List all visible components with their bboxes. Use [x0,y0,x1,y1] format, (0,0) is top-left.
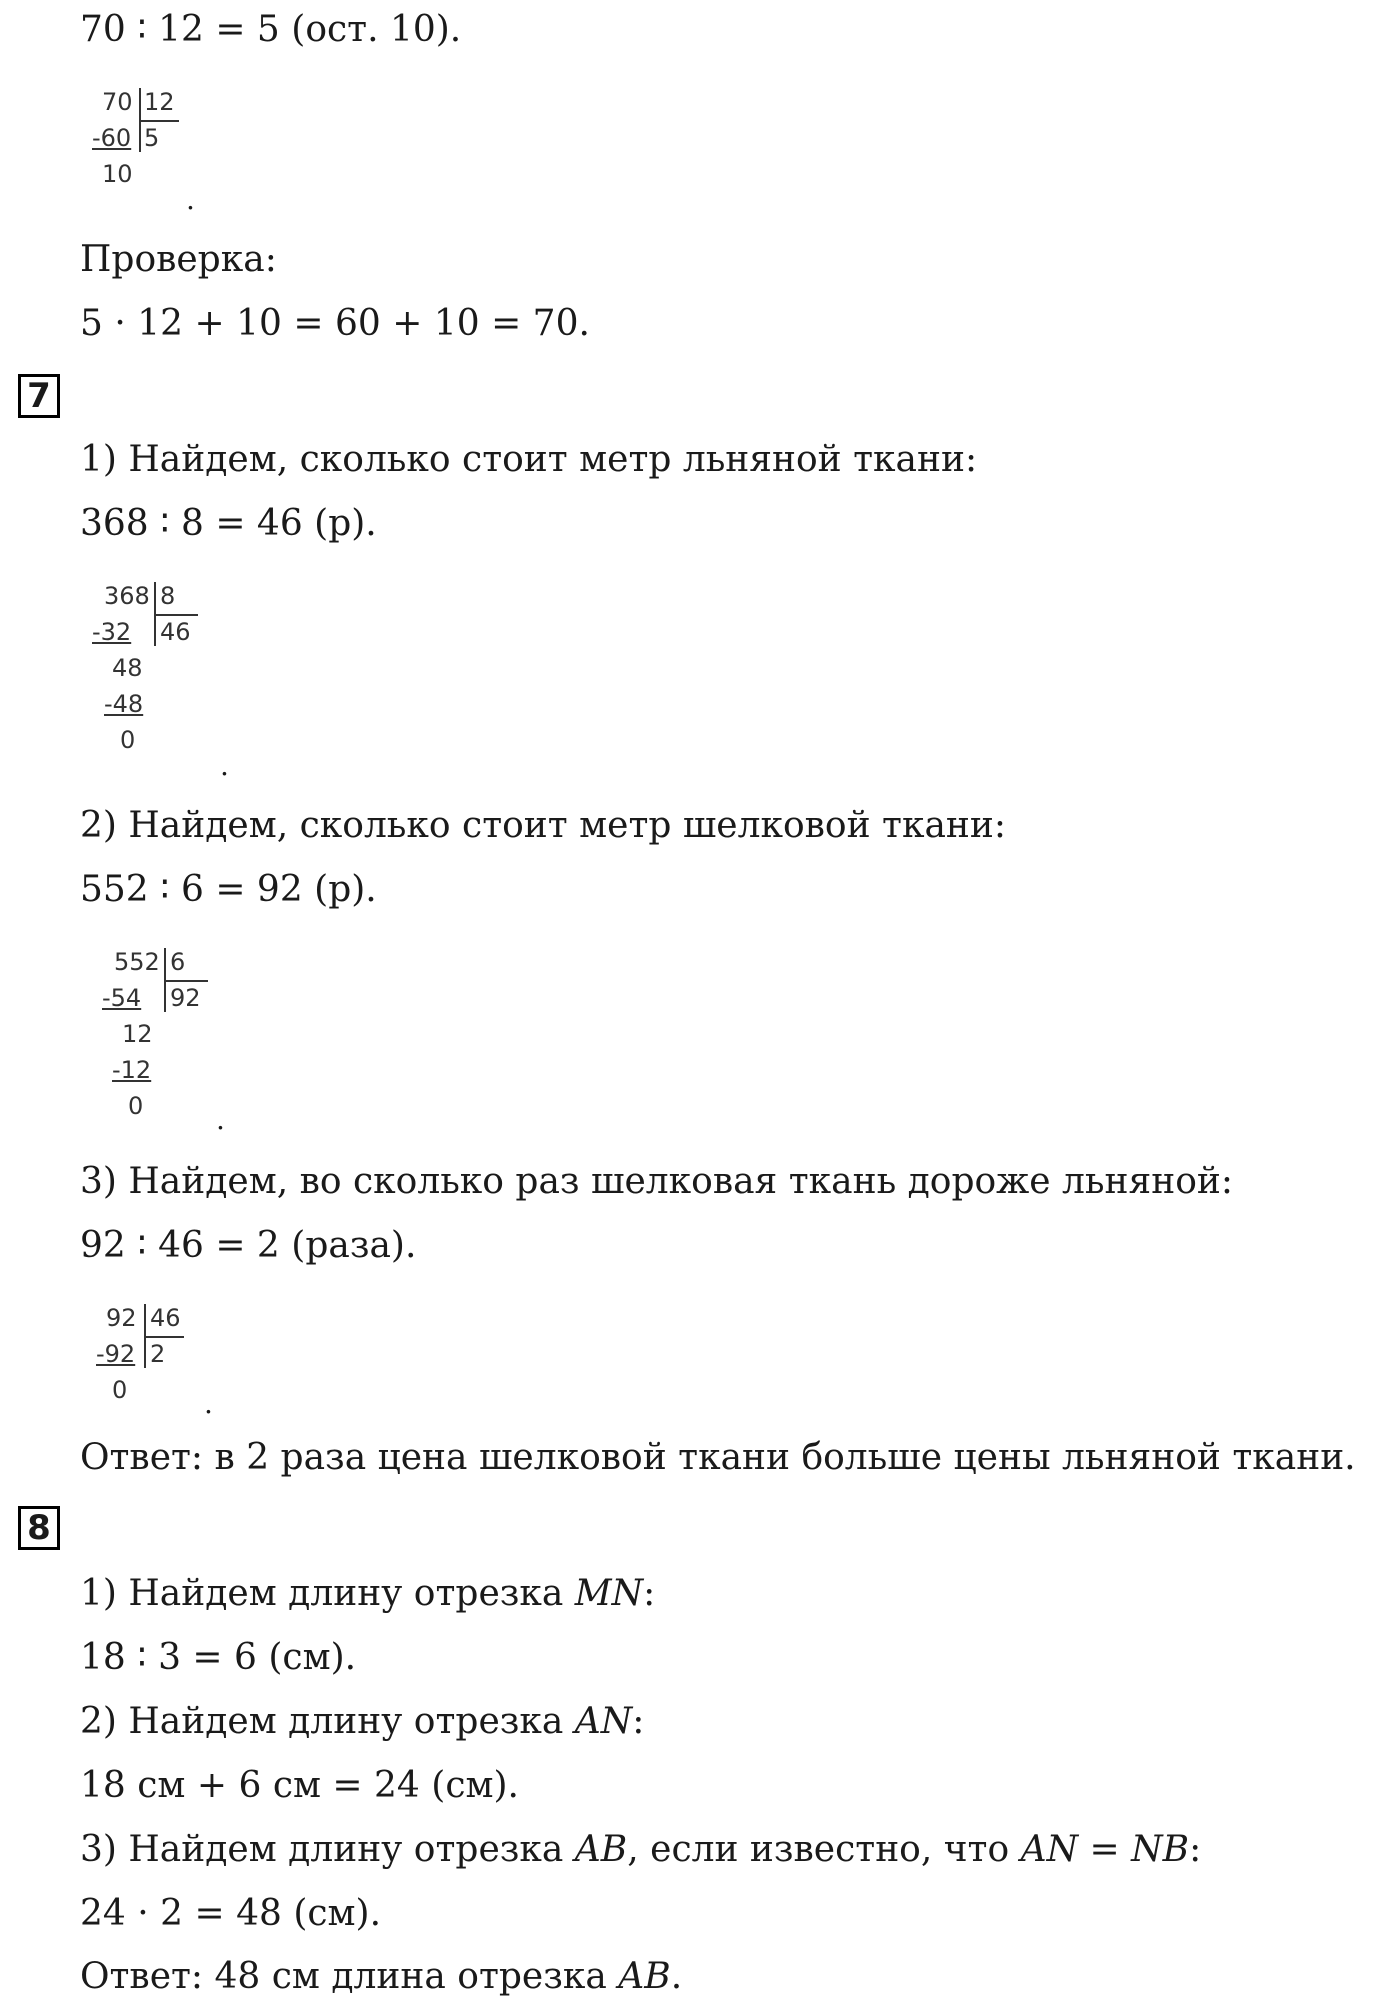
task7-answer: Ответ: в 2 раза цена шелковой ткани больше цены льняной ткани. [80,1437,1356,1478]
divisor: 6 [170,948,186,976]
quotient: 5 [144,124,160,152]
task8-step1 [80,1572,655,1616]
step-text: 2) Найдем длину отрезка [80,1701,575,1742]
task8-step3 [80,1828,1201,1872]
partial-dividend: 48 [112,654,143,682]
divisor: 8 [160,582,176,610]
segment-var: AB [574,1829,628,1870]
task8-equation2: 18 см + 6 см = 24 (см). [80,1765,519,1806]
task8-step2 [80,1700,644,1744]
task7-step2: 2) Найдем, сколько стоит метр шелковой ткани: [80,805,1007,846]
condition-var: AN = NB [1020,1829,1190,1870]
partial-dividend: 12 [122,1020,153,1048]
check-label: Проверка: [80,239,277,280]
quotient: 46 [160,618,191,646]
quotient: 2 [150,1340,166,1368]
subtrahend-2: -48 [104,690,144,718]
task7-step3: 3) Найдем, во сколько раз шелковая ткань дороже льняной: [80,1161,1234,1202]
subtrahend: -60 [92,124,132,152]
quotient: 92 [170,984,201,1012]
subtrahend-1: -32 [92,618,132,646]
task7-equation2: 552 ∶ 6 = 92 (р). [80,869,377,910]
remainder: 0 [120,726,136,754]
task7-equation1: 368 ∶ 8 = 46 (р). [80,503,377,544]
subtrahend-2: -12 [112,1056,152,1084]
segment-var: AB [618,1956,671,1997]
step-text: 1) Найдем длину отрезка [80,1573,575,1614]
step-mid: , если известно, что [627,1829,1021,1870]
segment-var: AN [574,1701,633,1742]
dividend: 92 [106,1304,137,1332]
answer-text: Ответ: 48 см длина отрезка [80,1956,619,1997]
remainder: 0 [112,1376,128,1404]
period-dot: . [216,1103,225,1136]
period-dot: . [204,1387,213,1420]
step-end: : [643,1573,656,1614]
task8-equation1: 18 ∶ 3 = 6 (см). [80,1637,357,1678]
task7-step1: 1) Найдем, сколько стоит метр льняной ткани: [80,439,978,480]
period-dot: . [220,749,229,782]
subtrahend: -92 [96,1340,136,1368]
segment-var: MN [574,1573,644,1614]
task-number-7: 7 [18,374,60,418]
subtrahend-1: -54 [102,984,142,1012]
task8-equation3: 24 · 2 = 48 (см). [80,1893,382,1934]
remainder: 10 [102,160,133,188]
task7-equation3: 92 ∶ 46 = 2 (раза). [80,1225,417,1266]
check-equation: 5 · 12 + 10 = 60 + 10 = 70. [80,303,590,344]
dividend: 552 [114,948,160,976]
answer-end: . [670,1956,683,1997]
equation-70-div-12: 70 ∶ 12 = 5 (ост. 10). [80,9,462,50]
task8-answer [80,1955,682,1999]
step-text: 3) Найдем длину отрезка [80,1829,575,1870]
step-end: : [1189,1829,1202,1870]
step-end: : [632,1701,645,1742]
remainder: 0 [128,1092,144,1120]
dividend: 70 [102,88,133,116]
period-dot: . [186,183,195,216]
dividend: 368 [104,582,150,610]
divisor: 12 [144,88,175,116]
divisor: 46 [150,1304,181,1332]
task-number-8: 8 [18,1506,60,1550]
